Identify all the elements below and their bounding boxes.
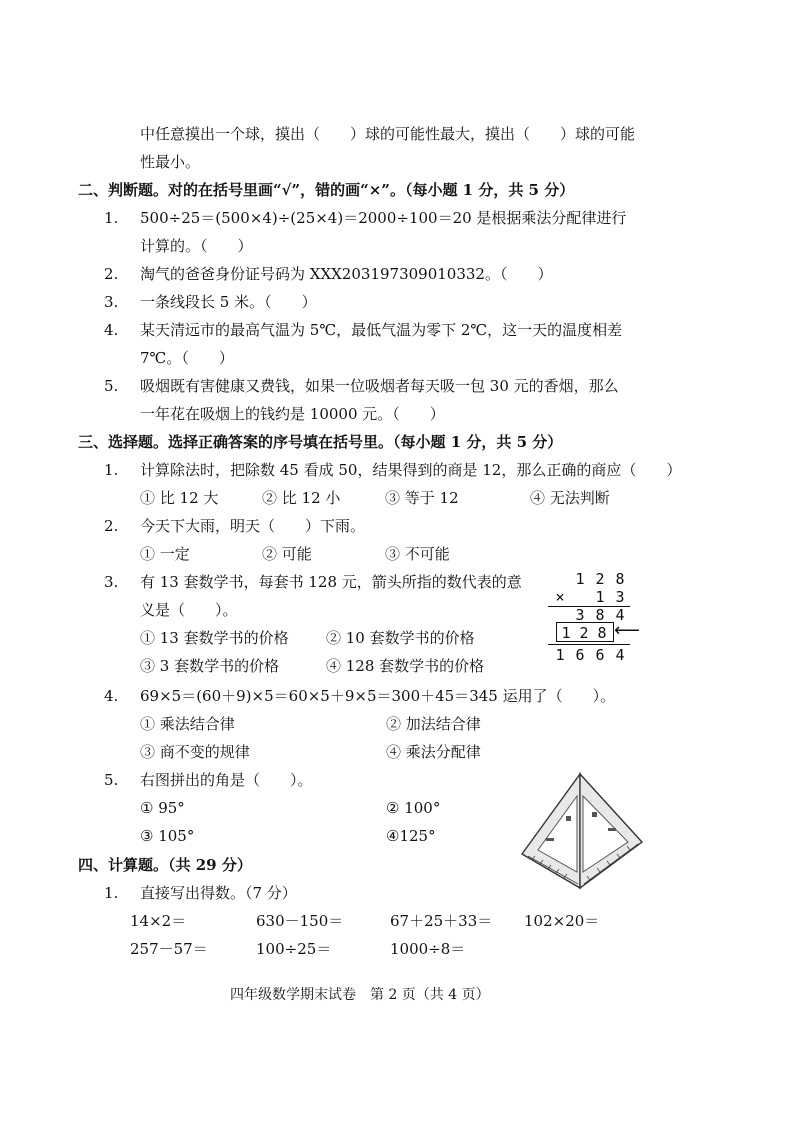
choice-q1-number: 1. (104, 461, 119, 479)
choice-q3-number: 3. (104, 573, 119, 591)
section-2-heading: 二、判断题。对的在括号里画“√”，错的画“×”。（每小题 1 分，共 5 分） (78, 181, 575, 199)
judge-item-1-line1: 500÷25＝(500×4)÷(25×4)＝2000÷100＝20 是根据乘法分配律进行 (140, 209, 627, 227)
section-3-heading: 三、选择题。选择正确答案的序号填在括号里。（每小题 1 分，共 5 分） (78, 433, 563, 451)
choice-q1-text: 计算除法时，把除数 45 看成 50，结果得到的商是 12，那么正确的商应（ ） (140, 461, 682, 479)
choice-q5-text: 右图拼出的角是（ ）。 (140, 771, 313, 789)
choice-q1-option-3: ③ 等于 12 (385, 489, 459, 507)
digit: 8 (597, 624, 607, 642)
choice-q5-option-1: ① 95° (140, 799, 185, 817)
choice-q2-option-3: ③ 不可能 (385, 545, 450, 563)
digit: 1 (575, 570, 585, 588)
choice-q5-option-4: ④125° (386, 827, 436, 845)
choice-q3-option-4: ④ 128 套数学书的价格 (326, 657, 485, 675)
judge-item-number: 1. (104, 209, 119, 227)
choice-q3-line2: 义是（ ）。 (140, 601, 238, 619)
judge-item-2: 淘气的爸爸身份证号码为 XXX203197309010332。（ ） (140, 265, 553, 283)
digit: 1 (561, 624, 571, 642)
calc-q1-number: 1. (104, 884, 119, 902)
digit: 6 (575, 646, 585, 664)
choice-q1-option-4: ④ 无法判断 (530, 489, 610, 507)
digit: 2 (595, 570, 605, 588)
prev-question-continuation-line2: 性最小。 (140, 153, 201, 171)
digit: 3 (575, 606, 585, 624)
triangle-ruler-set-icon (520, 772, 645, 890)
choice-q4-option-2: ② 加法结合律 (386, 715, 481, 733)
digit: 2 (579, 624, 589, 642)
judge-item-5-line1: 吸烟既有害健康又费钱，如果一位吸烟者每天吸一包 30 元的香烟，那么 (140, 377, 619, 395)
choice-q5-option-3: ③ 105° (140, 827, 195, 845)
choice-q4-option-3: ③ 商不变的规律 (140, 743, 250, 761)
digit: 6 (595, 646, 605, 664)
prev-question-continuation-line1: 中任意摸出一个球，摸出（ ）球的可能性最大，摸出（ ）球的可能 (140, 125, 636, 143)
vertical-multiplication (548, 568, 640, 668)
choice-q2-option-1: ① 一定 (140, 545, 190, 563)
choice-q1-option-1: ① 比 12 大 (140, 489, 219, 507)
choice-q3-option-1: ① 13 套数学书的价格 (140, 629, 289, 647)
digit: 8 (615, 570, 625, 588)
calc-item: 1000÷8＝ (390, 940, 466, 958)
judge-item-3: 一条线段长 5 米。（ ） (140, 293, 317, 311)
choice-q2-number: 2. (104, 517, 119, 535)
choice-q4-option-4: ④ 乘法分配律 (386, 743, 481, 761)
judge-item-number: 2. (104, 265, 119, 283)
choice-q3-line1: 有 13 套数学书，每套书 128 元，箭头所指的数代表的意 (140, 573, 522, 591)
choice-q2-option-2: ② 可能 (262, 545, 312, 563)
calc-item: 67＋25＋33＝ (390, 912, 493, 930)
choice-q4-number: 4. (104, 687, 119, 705)
digit: 1 (595, 588, 605, 606)
calc-q1-text: 直接写出得数。（7 分） (140, 884, 297, 902)
choice-q5-number: 5. (104, 771, 119, 789)
left-arrow-icon: ⟵ (614, 620, 640, 641)
digit: 3 (615, 588, 625, 606)
judge-item-number: 3. (104, 293, 119, 311)
choice-q5-option-2: ② 100° (386, 799, 441, 817)
judge-item-4-line1: 某天清远市的最高气温为 5℃，最低气温为零下 2℃，这一天的温度相差 (140, 321, 623, 339)
digit: 4 (615, 606, 625, 624)
choice-q3-option-3: ③ 3 套数学书的价格 (140, 657, 280, 675)
choice-q4-option-1: ① 乘法结合律 (140, 715, 235, 733)
calc-item: 257－57＝ (130, 940, 208, 958)
digit: 1 (555, 646, 565, 664)
judge-item-4-line2: 7℃。（ ） (140, 349, 234, 367)
choice-q1-option-2: ② 比 12 小 (262, 489, 341, 507)
section-4-heading: 四、计算题。（共 29 分） (78, 856, 252, 874)
judge-item-number: 5. (104, 377, 119, 395)
choice-q2-text: 今天下大雨，明天（ ）下雨。 (140, 517, 366, 535)
choice-q4-text: 69×5＝(60＋9)×5＝60×5＋9×5＝300＋45＝345 运用了（ ）。 (140, 687, 616, 705)
judge-item-5-line2: 一年花在吸烟上的钱约是 10000 元。（ ） (140, 405, 445, 423)
calc-item: 102×20＝ (524, 912, 600, 930)
digit: 4 (615, 646, 625, 664)
calc-item: 100÷25＝ (256, 940, 332, 958)
rule-line (548, 644, 630, 645)
calc-item: 14×2＝ (130, 912, 187, 930)
calc-item: 630－150＝ (256, 912, 344, 930)
digit: 8 (595, 606, 605, 624)
page-footer: 四年级数学期末试卷 第 2 页（共 4 页） (230, 987, 490, 1003)
choice-q3-option-2: ② 10 套数学书的价格 (326, 629, 475, 647)
judge-item-number: 4. (104, 321, 119, 339)
times-sign: × (555, 588, 565, 606)
judge-item-1-line2: 计算的。（ ） (140, 237, 253, 255)
